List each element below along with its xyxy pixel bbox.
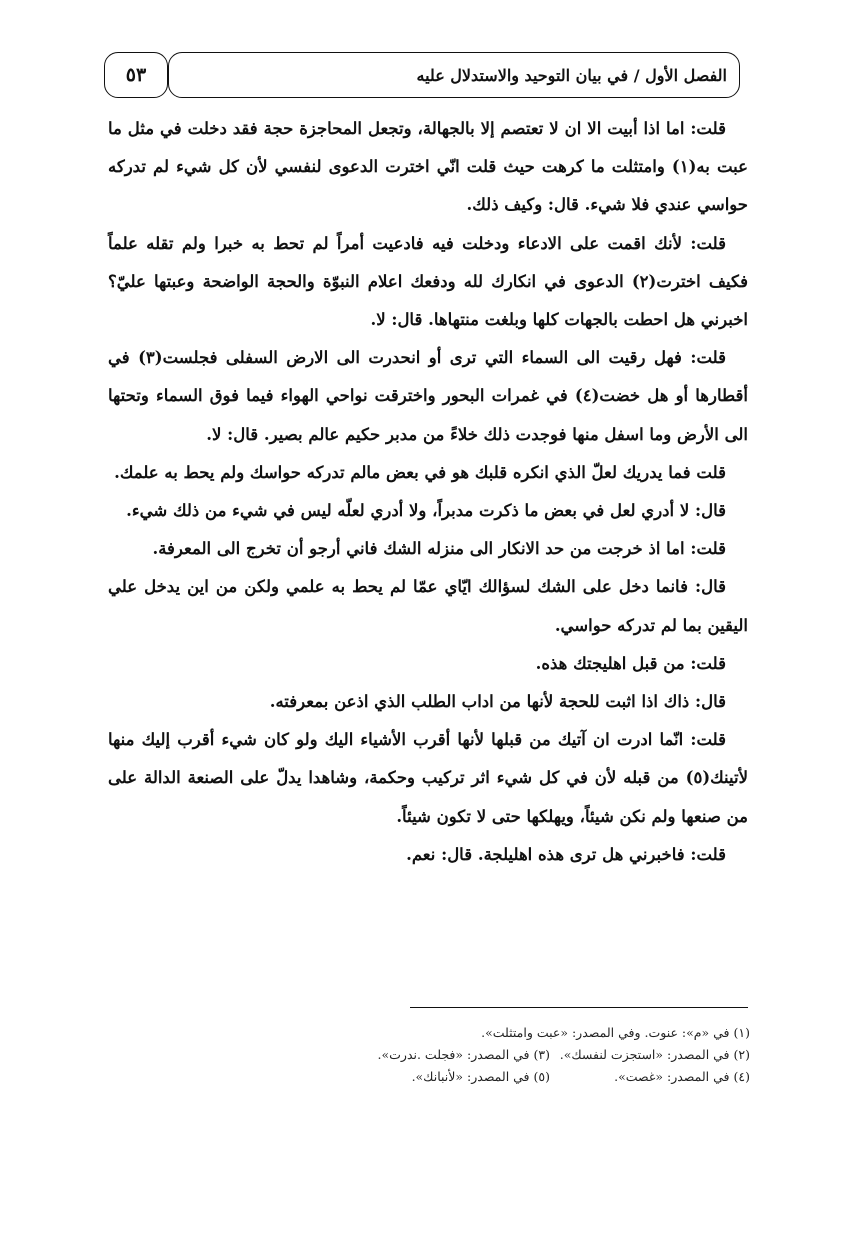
page-number: ٥٣ bbox=[125, 64, 147, 86]
paragraph: قال: لا أدري لعل في بعض ما ذكرت مدبراً، ولا أدري لعلّه ليس في شيء من ذلك شيء. bbox=[126, 501, 726, 521]
paragraph: قلت: اما اذ خرجت من حد الانكار الى منزله الشك فاني أرجو أن تخرج الى المعرفة. bbox=[152, 539, 726, 559]
footnotes bbox=[230, 1022, 750, 1088]
paragraph: قلت: فهل رقيت الى السماء التي ترى أو انحدرت الى الارض السفلى فجلست(٣) في أقطارها أو هل خضت(٤) في غمرات البحور واخترقت نواحي الهواء فيما فوق السماء وتحتها الى الأرض وما اسفل منها فوجدت ذلك خلاءً من مدبر حكيم عالم بصير. قال: لا. bbox=[108, 348, 748, 444]
main-text bbox=[108, 110, 748, 874]
footnote-row bbox=[230, 1066, 750, 1088]
page-header bbox=[104, 52, 740, 98]
paragraph: قلت فما يدريك لعلّ الذي انكره قلبك هو في بعض مالم تدركه حواسك ولم يحط به علمك. bbox=[114, 462, 726, 482]
chapter-title-box bbox=[168, 52, 740, 98]
paragraph: قلت: انّما ادرت ان آتيك من قبلها لأنها أقرب الأشياء اليك ولو كان شيء أقرب إليك منها لأتينك(٥) من قبله لأن في كل شيء اثر تركيب وحكمة، وشاهدا يدلّ على الصنعة الدالة على من صنعها ولم نكن شيئاً، ويهلكها حتى لا تكون شيئاً. bbox=[108, 730, 748, 826]
footnote-row bbox=[230, 1022, 750, 1044]
paragraph: قلت: من قبل اهليجتك هذه. bbox=[535, 653, 726, 673]
footnote-row bbox=[230, 1044, 750, 1066]
footnote-separator bbox=[410, 1007, 748, 1008]
footnote: (١) في «م»: عنوت. وفي المصدر: «عبت وامتثلت». bbox=[481, 1025, 750, 1040]
footnote: (٣) في المصدر: «فجلت .ندرت». bbox=[377, 1047, 550, 1062]
footnote: (٤) في المصدر: «غصت». bbox=[614, 1069, 750, 1084]
paragraph: قلت: لأنك اقمت على الادعاء ودخلت فيه فادعيت أمراً لم تحط به خبرا ولم تقله علماً فكيف اخترت(٢) الدعوى في انكارك لله ودفعك اعلام النبوّة والحجة الواضحة وعبتها عليّ؟ اخبرني هل احطت بالجهات كلها وبلغت منتهاها. قال: لا. bbox=[108, 233, 748, 330]
paragraph: قلت: اما اذا أبيت الا ان لا تعتصم إلا بالجهالة، وتجعل المحاجزة حجة فقد دخلت في مثل ما عبت به(١) وامتثلت ما كرهت حيث قلت انّي اخترت الدعوى لنفسي لأن كل شيء لم تدركه حواسي عندي فلا شيء. قال: وكيف ذلك. bbox=[108, 119, 748, 215]
paragraph: قال: فانما دخل على الشك لسؤالك ايّاي عمّا لم يحط به علمي ولكن من اين يدخل علي اليقين بما لم تدركه حواسي. bbox=[108, 577, 748, 635]
footnote: (٢) في المصدر: «استجزت لنفسك». bbox=[559, 1047, 750, 1062]
paragraph: قلت: فاخبرني هل ترى هذه اهليلجة. قال: نعم. bbox=[406, 844, 726, 864]
page-number-box bbox=[104, 52, 168, 98]
footnote: (٥) في المصدر: «لأنبانك». bbox=[411, 1069, 550, 1084]
paragraph: قال: ذاك اذا اثبت للحجة لأنها من اداب الطلب الذي اذعن بمعرفته. bbox=[269, 692, 726, 712]
chapter-title: الفصل الأول / في بيان التوحيد والاستدلال عليه bbox=[416, 65, 727, 85]
